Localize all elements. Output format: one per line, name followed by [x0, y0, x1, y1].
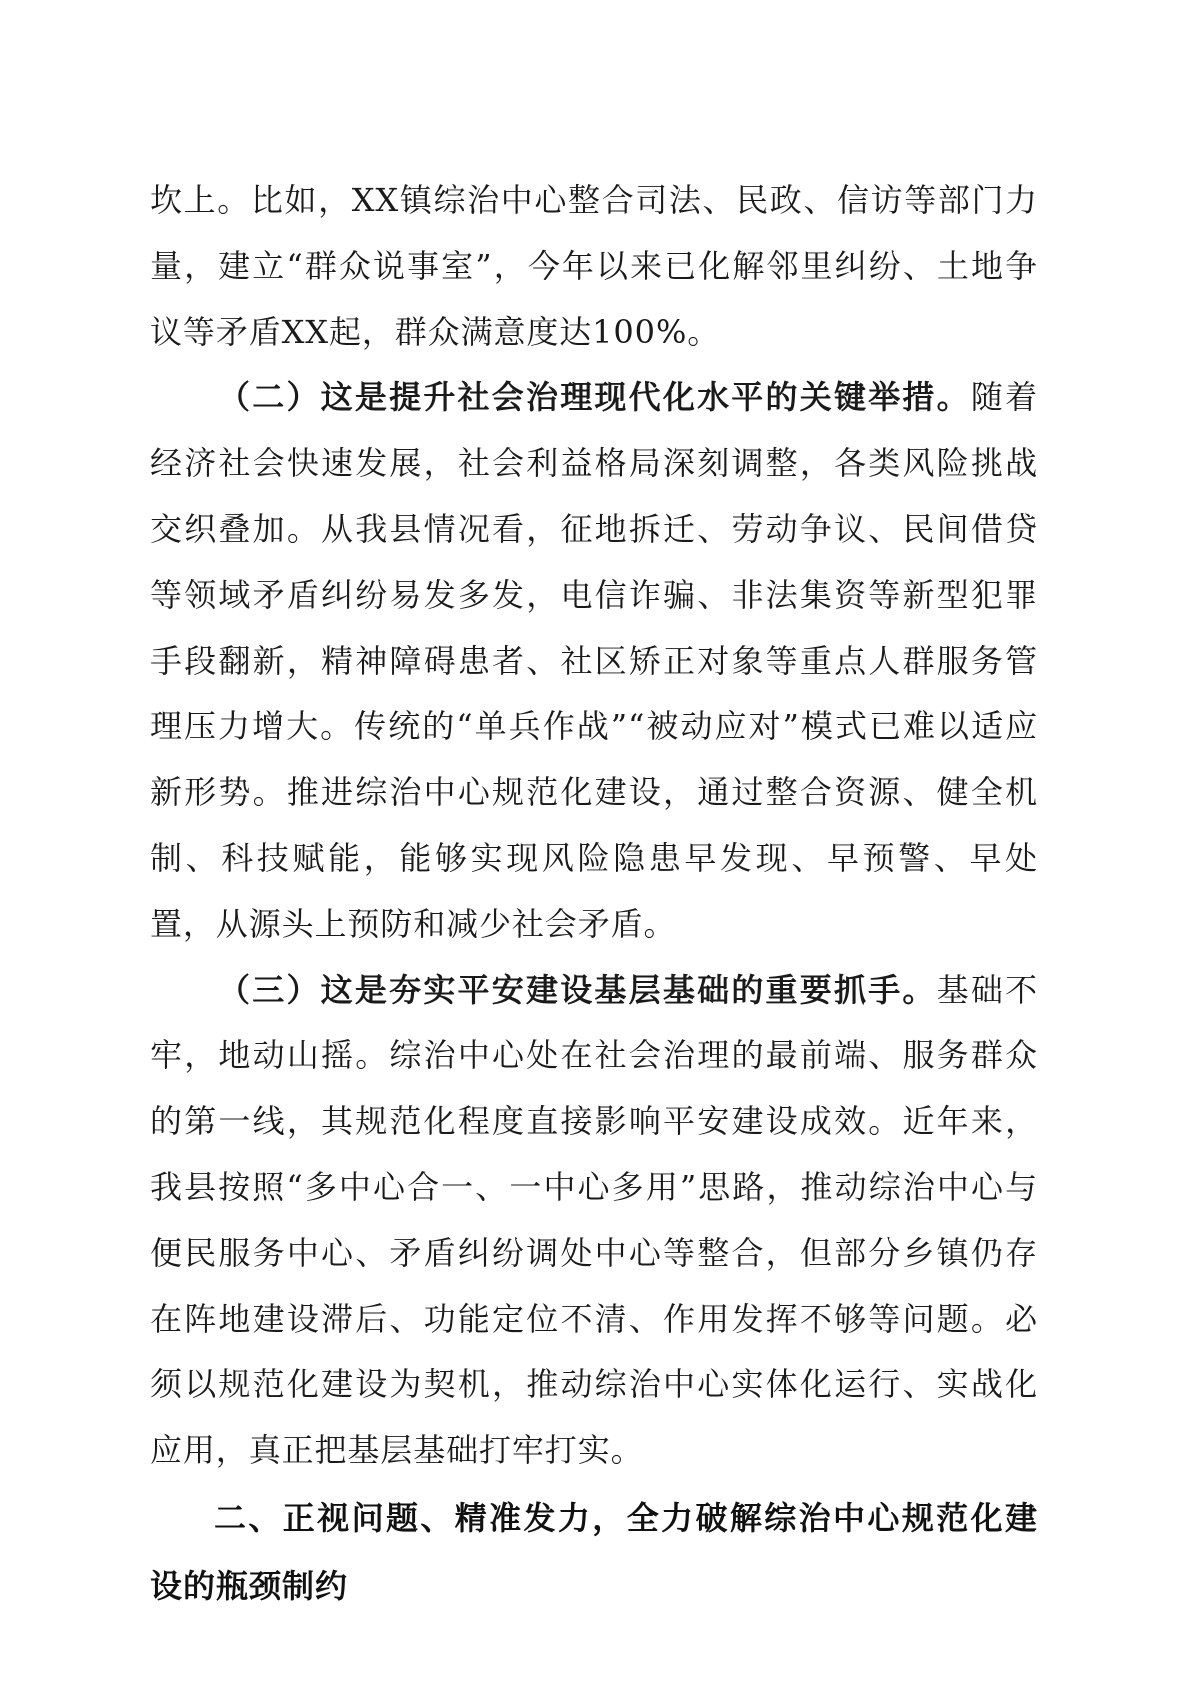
paragraph-point-two [150, 365, 1038, 957]
paragraph-lead-sentence: （二）这是提升社会治理现代化水平的关键举措。 [218, 378, 971, 417]
paragraph-text: 随着经济社会快速发展，社会利益格局深刻调整，各类风险挑战交织叠加。从我县情况看，征地拆迁、劳动争议、民间借贷等领域矛盾纠纷易发多发，电信诈骗、非法集资等新型犯罪手段翻新，精神障碍患者、社区矫正对象等重点人群服务管理压力增大。传统的“单兵作战”“被动应对”模式已难以适应新形势。推进综治中心规范化建设，通过整合资源、健全机制、科技赋能，能够实现风险隐患早发现、早预警、早处置，从源头上预防和减少社会矛盾。 [150, 378, 1038, 943]
document-body [150, 168, 1038, 1620]
paragraph-text: 坎上。比如，XX镇综治中心整合司法、民政、信访等部门力量，建立“群众说事室”，今年以来已化解邻里纠纷、土地争议等矛盾XX起，群众满意度达100%。 [150, 181, 1038, 351]
paragraph-point-three [150, 958, 1038, 1484]
paragraph-text: 基础不牢，地动山摇。综治中心处在社会治理的最前端、服务群众的第一线，其规范化程度直接影响平安建设成效。近年来，我县按照“多中心合一、一中心多用”思路，推动综治中心与便民服务中心、矛盾纠纷调处中心等整合，但部分乡镇仍存在阵地建设滞后、功能定位不清、作用发挥不够等问题。必须以规范化建设为契机，推动综治中心实体化运行、实战化应用，真正把基层基础打牢打实。 [150, 970, 1038, 1470]
section-heading: 二、正视问题、精准发力，全力破解综治中心规范化建设的瓶颈制约 [150, 1498, 1038, 1605]
paragraph-lead-sentence: （三）这是夯实平安建设基层基础的重要抓手。 [218, 970, 937, 1009]
paragraph-continuation [150, 168, 1038, 365]
